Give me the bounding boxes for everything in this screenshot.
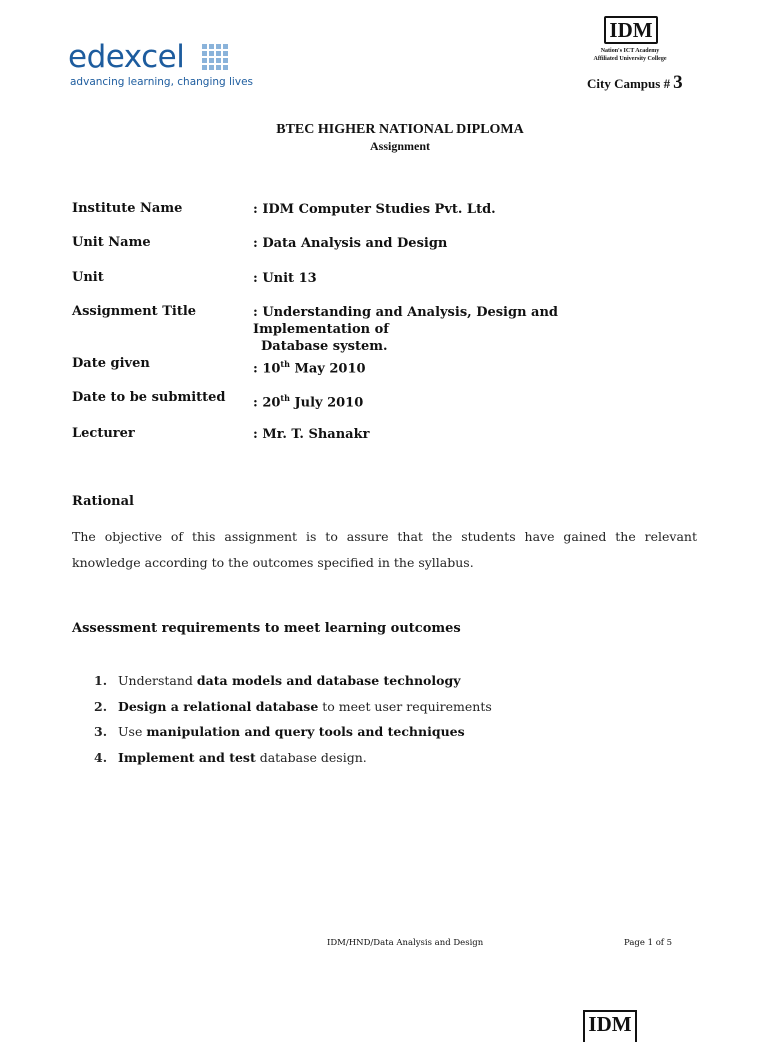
footer-doc-reference: IDM/HND/Data Analysis and Design [327, 938, 484, 948]
document-title: BTEC HIGHER NATIONAL DIPLOMA [276, 122, 524, 137]
item-bold-text: data models and database technology [196, 673, 461, 688]
date-given-day: : 10 [253, 361, 281, 377]
unit-value: : Unit 13 [253, 271, 317, 286]
list-number: 4. [94, 750, 108, 766]
item-text: database design. [255, 750, 367, 766]
idm-tagline-2: Affiliated University College [593, 56, 667, 62]
assignment-title-label: Assignment Title [72, 304, 197, 319]
institute-value: : IDM Computer Studies Pvt. Ltd. [253, 202, 496, 217]
unit-label: Unit [72, 270, 104, 285]
idm-logo-box: IDM [604, 16, 658, 44]
lecturer-value: : Mr. T. Shanakr [253, 427, 370, 442]
list-number: 2. [94, 698, 108, 714]
institute-label: Institute Name [72, 201, 183, 216]
date-given-label: Date given [72, 356, 150, 371]
date-submit-day: : 20 [253, 395, 281, 411]
item-text: Use [118, 724, 147, 740]
campus-text: City Campus # [587, 76, 671, 91]
date-submit-ordinal: th [280, 393, 290, 403]
rational-text: The objective of this assignment is to assure that the students have gained the relevant knowledge according to the outcomes specified in the syllabus. [72, 529, 697, 570]
unit-name-label: Unit Name [72, 235, 151, 250]
list-number: 1. [94, 673, 108, 688]
edexcel-wordmark: edexcel [68, 39, 185, 75]
date-submit-value [253, 390, 673, 411]
date-given-ordinal: th [280, 359, 290, 369]
footer-page-number: Page 1 of 5 [624, 938, 673, 948]
unit-name-value: : Data Analysis and Design [253, 236, 448, 251]
idm-logo [592, 16, 672, 68]
assignment-title-value [253, 304, 673, 355]
document-subtitle: Assignment [369, 139, 430, 153]
next-page-idm-logo: IDM [583, 1010, 637, 1042]
assignment-title-line-2: Database system. [261, 339, 388, 354]
item-text: to meet user requirements [318, 698, 492, 714]
campus-label [587, 72, 683, 94]
edexcel-tagline: advancing learning, changing lives [70, 76, 253, 88]
item-bold-text: Design a relational database [118, 698, 319, 714]
campus-number: 3 [673, 72, 683, 93]
item-bold-text: Implement and test [118, 750, 256, 766]
list-number: 3. [94, 724, 108, 740]
date-given-month-year: May 2010 [289, 361, 366, 377]
edexcel-logo [68, 39, 253, 92]
date-submit-month-year: July 2010 [289, 395, 364, 411]
item-text: Understand [118, 673, 197, 688]
rational-heading: Rational [72, 494, 134, 509]
date-given-value [253, 356, 673, 377]
idm-tagline-1: Nation's ICT Academy [600, 48, 660, 54]
date-submit-label: Date to be submitted [72, 390, 226, 405]
item-bold-text: manipulation and query tools and techniques [146, 724, 465, 740]
lecturer-label: Lecturer [72, 426, 135, 441]
assessment-heading: Assessment requirements to meet learning outcomes [72, 621, 461, 636]
assignment-title-line-1: : Understanding and Analysis, Design and Implementation of [253, 305, 559, 337]
